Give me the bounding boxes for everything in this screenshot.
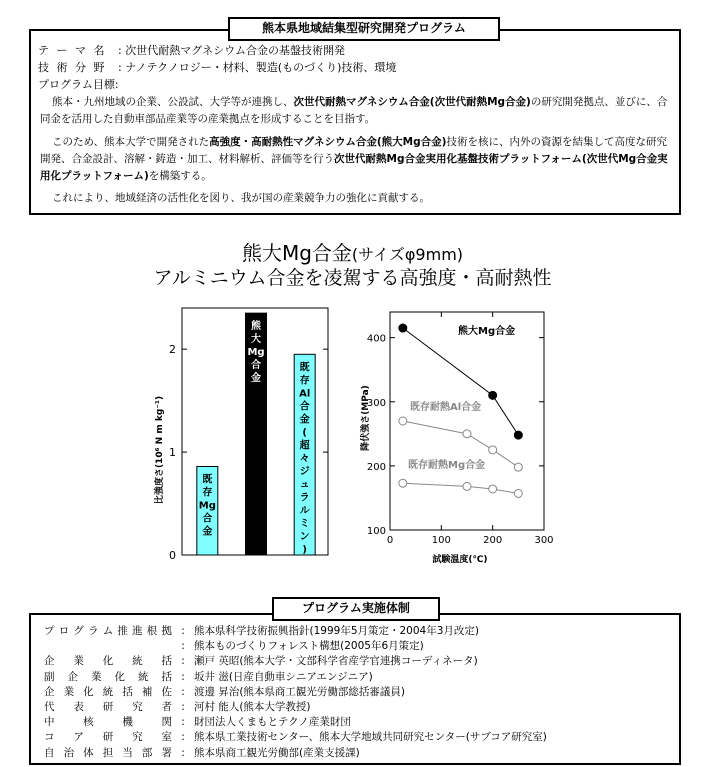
- yield-strength-line-chart: [358, 306, 558, 568]
- org-row-key: 企業化統括: [44, 655, 172, 668]
- bar-label-char: 熊: [251, 321, 261, 333]
- org-row-colon: :: [181, 746, 185, 759]
- series-line: [403, 483, 518, 493]
- series-label: 既存耐熱Al合金: [410, 402, 482, 413]
- bar-label-char: 合: [202, 513, 213, 525]
- org-row-value: 熊本ものづくりフォレスト構想(2005年6月策定): [194, 640, 424, 653]
- data-point: [514, 489, 522, 497]
- bar-chart-ytick-label: 2: [169, 343, 176, 357]
- line-chart-ytick-label: 400: [366, 333, 386, 345]
- org-row: [44, 670, 373, 685]
- org-row-value: 財団法人くまもとテクノ産業財団: [194, 716, 351, 729]
- bar-label-char: (: [302, 427, 307, 439]
- org-row-key: プログラム推進根拠: [44, 625, 172, 637]
- data-point: [399, 479, 407, 487]
- org-row-key: コア研究室: [44, 731, 172, 744]
- org-row-colon: :: [181, 716, 185, 729]
- line-chart-ylabel: 降伏強さ(MPa): [361, 385, 371, 451]
- bar-label-char: 金: [251, 373, 261, 385]
- bar-label-char: 超: [299, 440, 310, 452]
- org-row-value: 熊本県商工観光労働部(産業支援課): [194, 746, 360, 759]
- theme-value: 次世代耐熱マグネシウム合金の基盤技術開発: [125, 44, 345, 57]
- line-chart-ytick-label: 100: [366, 526, 386, 537]
- bar-label-char: 既: [299, 362, 310, 374]
- specific-strength-bar-chart: [140, 300, 340, 570]
- org-row-colon: :: [181, 701, 185, 713]
- series-label: 熊大Mg合金: [458, 326, 516, 337]
- headline-line2: アルミニウム合金を凌駕する高強度・高耐熱性: [153, 267, 552, 289]
- goal-paragraph-1: 熊本・九州地域の企業、公設試、大学等が連携し、次世代耐熱マグネシウム合金(次世代耐熱Mg合金)の研究開発拠点、並びに、合同金を活用した自動車部品産業等の産業拠点を形成することを目指す。: [40, 96, 668, 125]
- org-row-key: 中核機関: [44, 716, 172, 729]
- org-row: [44, 715, 351, 730]
- org-row-value: 渡邊 昇治(熊本県商工観光労働部総括審議員): [194, 685, 406, 698]
- bar-label-char: 金: [299, 414, 310, 426]
- bar-label-char: 金: [202, 526, 213, 538]
- org-row: [44, 624, 479, 639]
- bar-label-char: ル: [299, 505, 310, 517]
- line-chart-xlabel: 試験温度(℃): [432, 555, 488, 565]
- org-row: [44, 685, 405, 700]
- line-chart-frame: [390, 312, 544, 530]
- theme-row: テ ー マ 名 : 次世代耐熱マグネシウム合金の基盤技術開発: [38, 44, 345, 57]
- program-header: 熊本県地域結集型研究開発プログラム: [228, 17, 500, 41]
- org-row-key: 副企業化統括: [44, 670, 172, 683]
- line-chart-xtick-label: 100: [431, 535, 451, 546]
- org-row-value: 坂井 滋(日産自動車シニアエンジニア): [194, 670, 373, 683]
- bar-label-char: 合: [251, 360, 261, 372]
- goal-paragraph-2: このため、熊本大学で開発された高強度・高耐熱性マグネシウム合金(熊大Mg合金)技術を核に、内外の資源を結集して高度な研究開発、合金設計、溶解・鋳造・加工、材料解析、評価等を行う次世代耐熱Mg合金実用化基盤技術プラットフォーム(次世代Mg合金実用化プラットフォーム)を構築する。: [40, 136, 668, 182]
- org-row-value: 瀬戸 英昭(熊本大学・文部科学省産学官連携コーディネータ): [194, 655, 478, 668]
- line-chart-xtick-label: 300: [534, 535, 554, 546]
- bar-label-char: 既: [202, 474, 213, 486]
- org-row-key: 企業化統括補佐: [44, 685, 172, 698]
- bar-chart-ylabel: 比強度さ(10⁶ N m kg⁻¹): [155, 395, 165, 505]
- org-row-value: 熊本県工業技術センター、熊本大学地域共同研究センター(サブコア研究室): [194, 731, 547, 744]
- org-row-colon: :: [181, 625, 185, 637]
- bar-category-label: [299, 360, 311, 555]
- bar-label-char: 存: [202, 487, 213, 499]
- org-row-colon: :: [181, 670, 185, 683]
- bar-label-char: 存: [299, 375, 310, 387]
- data-point: [399, 417, 407, 425]
- bar-label-char: ジ: [299, 466, 310, 478]
- data-point: [399, 324, 407, 332]
- org-row: [44, 700, 311, 715]
- org-row: [44, 730, 547, 745]
- bar-label-char: ミ: [299, 518, 310, 530]
- org-row-colon: :: [181, 655, 185, 668]
- bar-label-char: Mg: [247, 347, 265, 359]
- data-point: [463, 430, 471, 438]
- bar-label-char: 々: [299, 453, 310, 465]
- bar-label-char: 大: [251, 334, 261, 346]
- bar-label-char: ン: [299, 531, 310, 543]
- org-row-colon: :: [181, 640, 185, 653]
- goal-paragraph-3: これにより、地域経済の活性化を図り、我が国の産業競争力の強化に貢献する。: [52, 192, 430, 204]
- data-point: [514, 431, 522, 439]
- line-chart-ytick-label: 200: [366, 461, 386, 473]
- bar-chart-ytick-label: 0: [169, 549, 176, 562]
- org-header: プログラム実施体制: [272, 597, 440, 621]
- org-row-value: 河村 能人(熊本大学教授): [194, 701, 311, 713]
- data-point: [514, 463, 522, 471]
- field-row: 技 術 分 野 : ナノテクノロジー・材料、製造(ものづくり)技術、環境: [38, 61, 397, 74]
- series-label: 既存耐熱Mg合金: [408, 460, 486, 471]
- bar-label-char: Mg: [198, 500, 216, 512]
- org-row-value: 熊本県科学技術振興指針(1999年5月策定・2004年3月改定): [194, 625, 479, 637]
- line-chart-ytick-label: 300: [366, 397, 386, 409]
- headline-main: 熊大Mg合金(サイズφ9mm): [241, 241, 464, 265]
- bar-label-char: ): [302, 544, 307, 556]
- bar-label-char: ュ: [299, 479, 310, 491]
- data-point: [489, 391, 497, 399]
- org-row-key: 自治体担当部署: [44, 746, 172, 759]
- bar-label-char: ラ: [299, 492, 310, 504]
- org-row-key: 代表研究者: [44, 701, 172, 713]
- org-row-colon: :: [181, 731, 185, 744]
- series-line: [403, 328, 518, 435]
- goal-label: プログラム目標:: [38, 78, 119, 91]
- field-label: 技 術 分 野: [38, 61, 107, 74]
- field-value: ナノテクノロジー・材料、製造(ものづくり)技術、環境: [125, 61, 397, 74]
- data-point: [489, 446, 497, 454]
- bar-label-char: Al: [299, 388, 311, 400]
- org-row-colon: :: [181, 685, 185, 698]
- bar-label-char: 合: [299, 401, 310, 413]
- line-chart-xtick-label: 200: [483, 535, 503, 546]
- org-row: [44, 746, 360, 761]
- theme-label: テ ー マ 名: [38, 44, 107, 57]
- data-point: [489, 485, 497, 493]
- data-point: [463, 482, 471, 490]
- org-row: [44, 654, 478, 669]
- bar-chart-ytick-label: 1: [169, 446, 176, 460]
- line-chart-xtick-label: 0: [386, 535, 394, 546]
- org-row: [44, 639, 424, 654]
